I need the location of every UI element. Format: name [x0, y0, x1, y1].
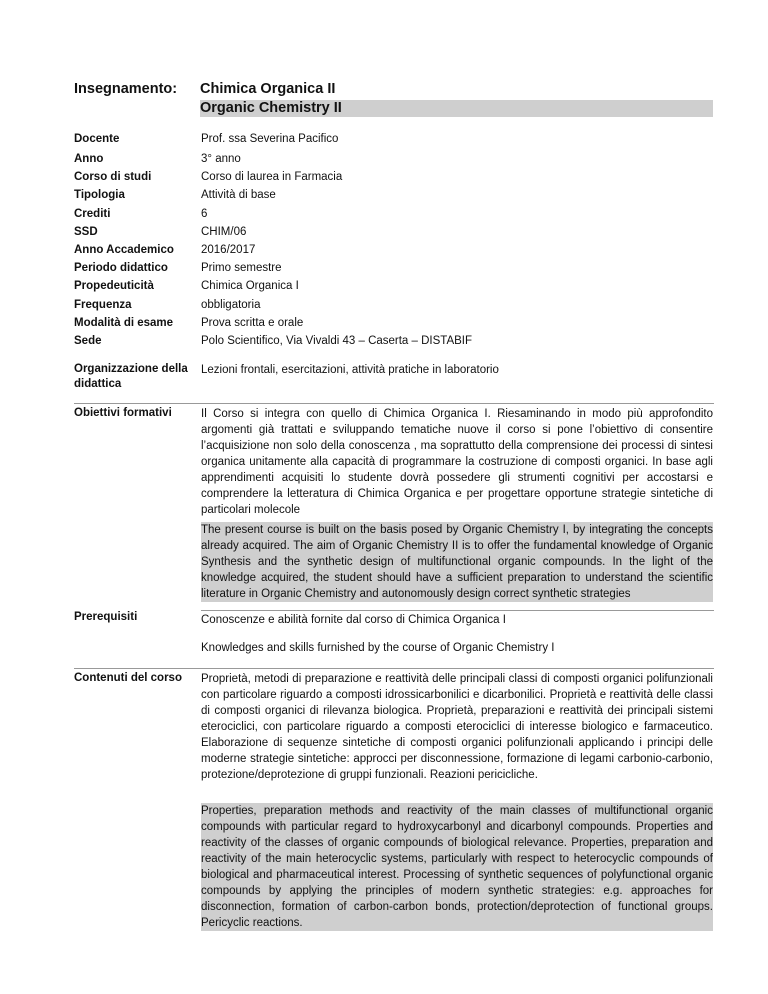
obiettivi-english: The present course is built on the basis posed by Organic Chemistry I, by integrating the concepts already acquired. The aim of Organic Chemistry II is to offer the fundamental knowledge of Organic Synthesis and the synthetic design of multifunctional organic compounds. In the light of the knowledge acquired, the student should have a sufficient preparation to understand the scientific literature in Organic Chemistry and autonomously design correct synthetic strategies: [201, 524, 713, 600]
organizzazione-value: Lezioni frontali, esercitazioni, attività pratiche in laboratorio: [201, 364, 499, 376]
prerequisiti-label: Prerequisiti: [74, 611, 138, 623]
info-row-anno-accademico: [74, 242, 714, 262]
info-value: Corso di laurea in Farmacia: [201, 171, 343, 183]
info-value: CHIM/06: [201, 226, 247, 238]
organizzazione-label: Organizzazione della didattica: [74, 363, 188, 390]
info-label: Docente: [74, 133, 120, 145]
info-row-anno: [74, 151, 714, 171]
info-row-propedeuticita: [74, 278, 714, 298]
info-row-tipologia: [74, 187, 714, 207]
obiettivi-label: Obiettivi formativi: [74, 407, 172, 419]
info-label: Sede: [74, 335, 102, 347]
info-row-ssd: [74, 224, 714, 244]
info-label: Crediti: [74, 208, 111, 220]
info-label: Periodo didattico: [74, 262, 168, 274]
section-divider: [74, 403, 714, 404]
info-label: SSD: [74, 226, 98, 238]
info-row-frequenza: [74, 297, 714, 317]
info-label: Anno: [74, 153, 104, 165]
prerequisiti-italian: Conoscenze e abilità fornite dal corso di Chimica Organica I: [201, 614, 506, 626]
info-value: obbligatoria: [201, 299, 261, 311]
info-row-corso-di-studi: [74, 169, 714, 189]
obiettivi-italian: Il Corso si integra con quello di Chimica Organica I. Riesaminando in modo più approfondito argomenti già trattati e sviluppando tematiche nuove il corso si pone l’obiettivo di consentire l’acquisizione non solo della conoscenza , ma soprattutto della comprensione dei processi di sintesi organica unitamente alla capacità di programmare la costruzione di composti organici. In base agli apprendimenti acquisiti lo studente dovrà possedere gli strumenti cognitivi per accostarsi e comprendere la letteratura di Chimica Organica e per progettare opportune strategie sintetiche di particolari molecole: [201, 408, 713, 516]
course-label: Insegnamento:: [74, 81, 178, 97]
info-row-modalita-esame: [74, 315, 714, 335]
info-row-crediti: [74, 206, 714, 226]
info-row-docente: [74, 131, 714, 151]
section-divider: [74, 668, 714, 669]
info-label: Tipologia: [74, 189, 125, 201]
contenuti-label: Contenuti del corso: [74, 672, 182, 684]
info-value: Polo Scientifico, Via Vivaldi 43 – Caserta – DISTABIF: [201, 335, 473, 347]
contenuti-italian: Proprietà, metodi di preparazione e reattività delle principali classi di composti organici polifunzionali con particolare riguardo a composti idrossicarbonilici e dicarbonilici. Proprietà e reattività delle classi di composti organici di rilevanza biologica. Proprietà, preparazioni e reattività dei principali sistemi eterociclici, con particolare riguardo a composti eterociclici di interesse biologico e farmaceutico. Elaborazione di sequenze sintetiche di composti organici polifunzionali applicando i principi delle moderne strategie sintetiche: approcci per disconnessione, formazione di legami carbonio-carbonio, protezione/deprotezione di gruppi funzionali. Reazioni pericicliche.: [201, 673, 713, 781]
contenuti-english: Properties, preparation methods and reactivity of the main classes of multifunctional organic compounds with particular regard to hydroxycarbonyl and dicarbonyl compounds. Properties and reactivity of the classes of organic compounds of biological relevance. Properties, preparation and reactivity of the main heterocyclic systems, particularly with respect to heterocyclic compounds of biological and pharmaceutical interest. Processing of synthetic sequences of polyfunctional organic compounds by applying the principles of modern synthetic strategies: e.g. approaches for disconnection, formation of carbon-carbon bonds, protection/deprotection of functional groups. Pericyclic reactions.: [201, 805, 713, 929]
info-row-sede: [74, 333, 714, 353]
info-label: Propedeuticità: [74, 280, 154, 292]
info-label: Corso di studi: [74, 171, 152, 183]
info-value: Prof. ssa Severina Pacifico: [201, 133, 339, 145]
info-value: Primo semestre: [201, 262, 282, 274]
info-label: Anno Accademico: [74, 244, 174, 256]
info-row-periodo-didattico: [74, 260, 714, 280]
info-value: Prova scritta e orale: [201, 317, 304, 329]
info-value: 3° anno: [201, 153, 241, 165]
info-label: Frequenza: [74, 299, 132, 311]
info-value: Attività di base: [201, 189, 276, 201]
info-value: 2016/2017: [201, 244, 256, 256]
info-label: Modalità di esame: [74, 317, 174, 329]
prerequisiti-english: Knowledges and skills furnished by the course of Organic Chemistry I: [201, 642, 555, 654]
info-value: 6: [201, 208, 208, 220]
section-divider: [201, 610, 714, 611]
course-title-english: Organic Chemistry II: [200, 100, 713, 117]
info-value: Chimica Organica I: [201, 280, 299, 292]
course-title-italian: Chimica Organica II: [200, 81, 336, 97]
